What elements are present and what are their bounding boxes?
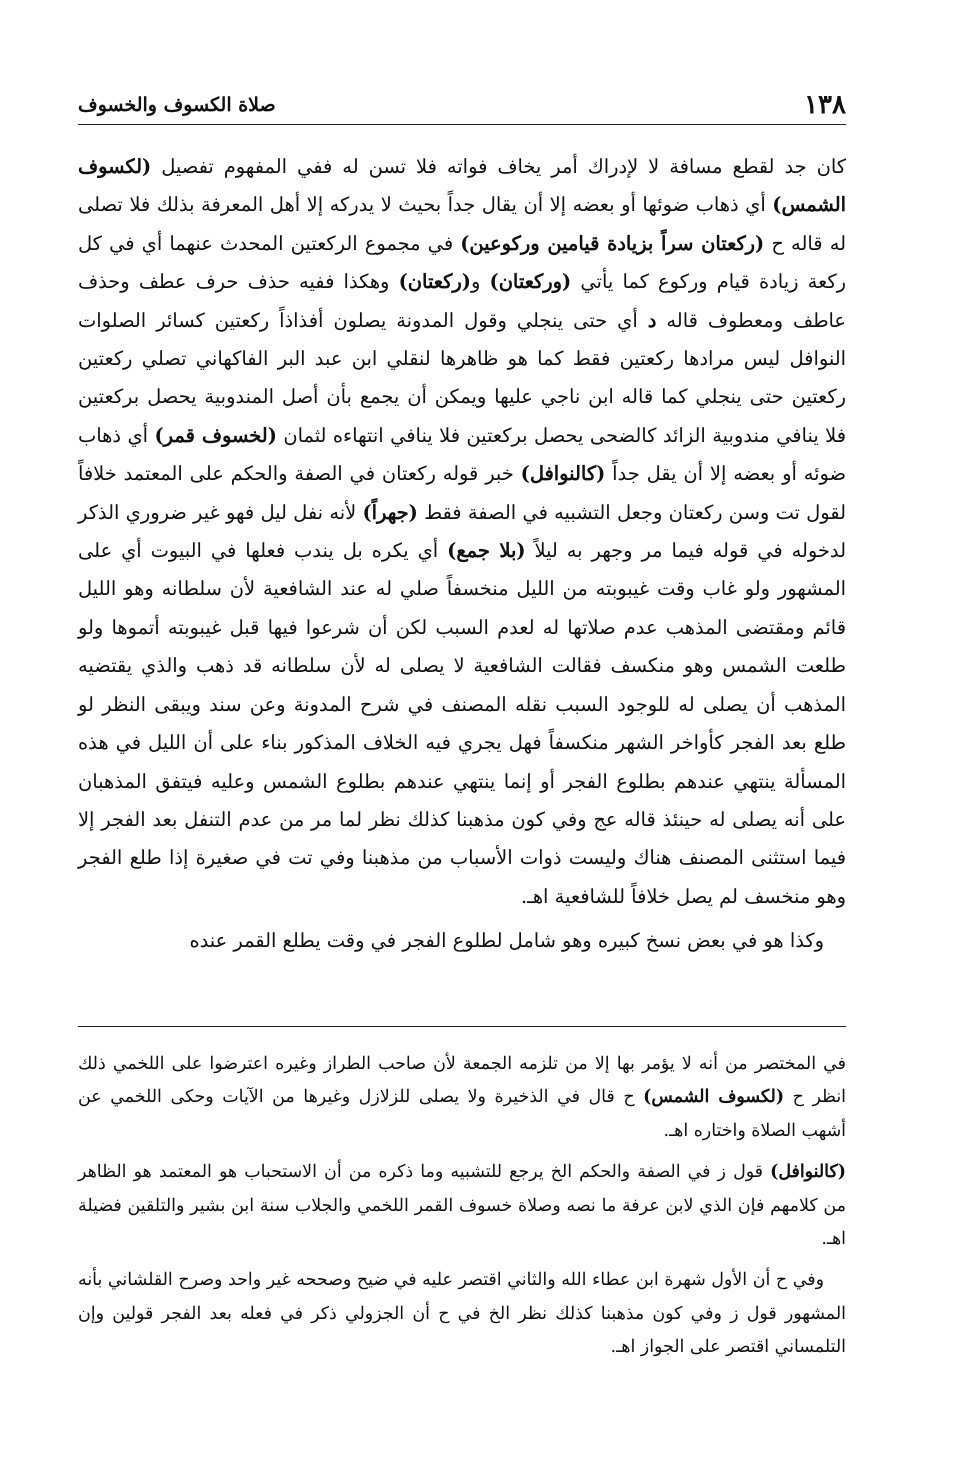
source-abbreviation: د xyxy=(647,308,657,332)
body-text-run: في مجموع الركعتين المحدث عنهما أي في كل ركعة زيادة قيام وركوع كما يأتي xyxy=(78,231,846,294)
matn-term: (بلا جمع) xyxy=(447,539,526,563)
footnote-term: (كالنوافل) xyxy=(770,1162,846,1183)
body-text-run: أي ذهاب ضوئه أو بعضه إلا أن يقل جداً xyxy=(78,423,847,486)
page-number: ١٣٨ xyxy=(804,90,846,120)
footnote-term: (لكسوف الشمس) xyxy=(643,1087,785,1108)
body-text-run: كان جد لقطع مسافة لا لإدراك أمر يخاف فواته فلا تسن له ففي المفهوم تفصيل xyxy=(151,155,846,178)
footnote-text-run: قول ز في الصفة والحكم الخ يرجع للتشبيه وما ذكره من أن الاستحباب هو المعتمد هو الظاهر من كلامهم فإن الذي لابن عرفة ما نصه وصلاة خسوف القمر اللخمي والجلاب سنة ابن بشير والتلقين فضيلة اهـ. xyxy=(78,1162,846,1250)
body-text-run: أي ذهاب ضوئها أو بعضه إلا أن يقال جداً بحيث لا يدركه إلا أهل المعرفة بذلك فلا تصلى له قاله ح xyxy=(78,193,846,255)
body-text-run: لأنه نفل ليل فهو غير ضروري الذكر لدخوله في قوله فيما مر وجهر به ليلاً xyxy=(78,500,846,563)
matn-term: (لخسوف قمر) xyxy=(154,423,277,447)
matn-term: (كالنوافل) xyxy=(520,462,606,486)
main-text xyxy=(78,148,846,961)
matn-term: (لكسوف الشمس) xyxy=(78,155,846,217)
body-text-run: وهكذا ففيه حذف حرف عطف وحذف عاطف ومعطوف قاله xyxy=(78,270,846,332)
footnote-paragraph xyxy=(78,1156,846,1256)
matn-term: (وركعتان) xyxy=(489,270,572,294)
header-divider xyxy=(78,124,846,125)
body-text-run: خبر قوله ركعتان في الصفة والحكم على المعتمد خلافاً لقول تت وسن ركعتان وجعل التشبيه في الصفة فقط xyxy=(78,462,846,524)
body-text-run: و xyxy=(470,270,490,294)
matn-term: (ركعتان سراً بزيادة قيامين وركوعين) xyxy=(460,231,765,255)
body-text-run: أي حتى ينجلي وقول المدونة يصلون أفذاذاً ركعتين كسائر الصلوات النوافل ليس مرادها ركعتين فقط كما هو ظاهرها لنقلي ابن عبد البر الفاكهاني تصلي ركعتين ركعتين حتى ينجلي كما قاله ابن ناجي عليها ويمكن أن يجمع بأن أصل المندوبية يحصل بركعتين فلا ينافي مندوبية الزائد كالضحى يحصل بركعتين فلا ينافي انتهاءه لثمان xyxy=(78,308,846,447)
matn-term: (جهراً) xyxy=(362,500,418,524)
matn-term: (ركعتان) xyxy=(398,270,471,294)
footnote-text-run: في المختصر من أنه لا يؤمر بها إلا من تلزمه الجمعة لأن صاحب الطراز وغيره اعترضوا على اللخمي ذلك انظر ح xyxy=(78,1054,846,1108)
page-header xyxy=(78,88,846,128)
document-page xyxy=(78,88,846,1438)
footnote-text-run: ح قال في الذخيرة ولا يصلى للزلازل وغيرها من الآيات وحكى اللخمي عن أشهب الصلاة واختاره اهـ. xyxy=(78,1087,846,1141)
running-title: صلاة الكسوف والخسوف xyxy=(78,94,276,116)
footnotes xyxy=(78,1048,846,1373)
footnote-paragraph xyxy=(78,1048,846,1148)
footnote-paragraph: وفي ح أن الأول شهرة ابن عطاء الله والثاني اقتصر عليه في ضيح وصححه غير واحد وصرح القلشاني بأنه المشهور قول ز وفي كون مذهبنا كذلك نظر الخ في ح أن الجزولي ذكر في فعله بعد الفجر قولين وإن التلمساني اقتصر على الجواز اهـ. xyxy=(78,1270,846,1358)
body-text-run: أي يكره بل يندب فعلها في البيوت أي على المشهور ولو غاب وقت غيبوبته من الليل منخسفاً صلي له عند الشافعية لأن سلطانه وهو الليل قائم ومقتضى المذهب عدم صلاتها له لعدم السبب لكن أن شرعوا فيها قبل غيبوبته أتموها ولو طلعت الشمس وهو منكسف فقالت الشافعية لا يصلى له لأن سلطانه قد ذهب والذي يقتضيه المذهب أن يصلى له للوجود السبب نقله المصنف في شرح المدونة وعن سند ويبقى النظر لو طلع بعد الفجر كأواخر الشهر منكسفاً فهل يجري فيه الخلاف المذكور بناء على أن الليل في هذه المسألة ينتهي عندهم بطلوع الفجر أو إنما ينتهي عندهم بطلوع الشمس وعليه فيتفق المذهبان على أنه يصلى له حينئذ قاله عج وفي كون مذهبنا كذلك نظر لما مر من عدم التنفل بعد الفجر إلا فيما استثنى المصنف هناك وليست ذوات الأسباب من مذهبنا وفي تت في صغيرة إذا طلع الفجر وهو منخسف لم يصل خلافاً للشافعية اهـ. xyxy=(78,539,846,908)
body-paragraph xyxy=(78,148,846,916)
footnote-divider xyxy=(78,1026,846,1027)
body-paragraph: وكذا هو في بعض نسخ كبيره وهو شامل لطلوع الفجر في وقت يطلع القمر عنده xyxy=(189,929,824,953)
